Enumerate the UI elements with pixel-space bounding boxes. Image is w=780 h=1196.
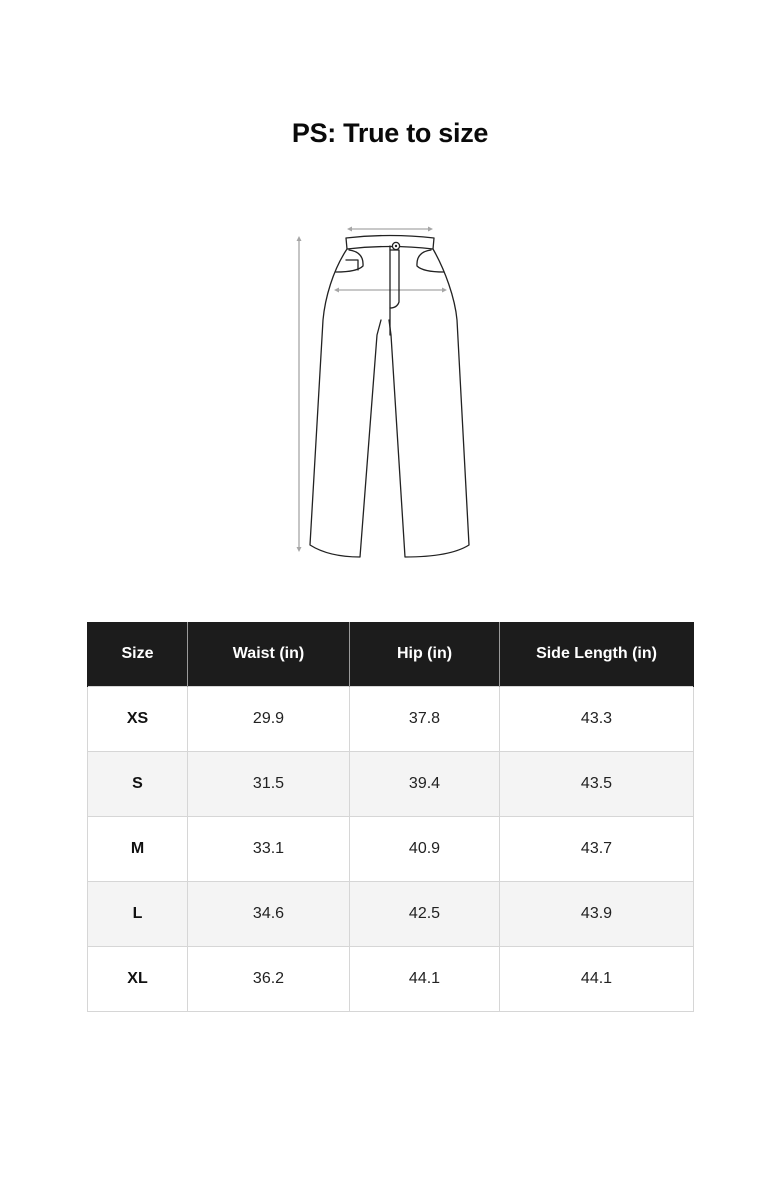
table-row [88,687,694,752]
hip-cell: 39.4 [350,752,500,817]
table-header-row [88,622,694,687]
waist-cell: 36.2 [188,947,350,1012]
size-cell: L [88,882,188,947]
size-cell: XS [88,687,188,752]
side-length-cell: 43.5 [500,752,694,817]
size-chart-table [87,622,694,1012]
header-size: Size [88,622,188,687]
page-title: PS: True to size [291,118,489,148]
table-row [88,752,694,817]
waist-cell: 34.6 [188,882,350,947]
table-row [88,947,694,1012]
waist-cell: 33.1 [188,817,350,882]
side-length-cell: 43.7 [500,817,694,882]
side-length-cell: 43.3 [500,687,694,752]
header-hip: Hip (in) [350,622,500,687]
waist-cell: 31.5 [188,752,350,817]
hip-cell: 44.1 [350,947,500,1012]
side-length-cell: 44.1 [500,947,694,1012]
waist-cell: 29.9 [188,687,350,752]
size-cell: M [88,817,188,882]
size-cell: S [88,752,188,817]
table-row [88,817,694,882]
hip-cell: 37.8 [350,687,500,752]
hip-cell: 40.9 [350,817,500,882]
size-cell: XL [88,947,188,1012]
hip-cell: 42.5 [350,882,500,947]
header-waist: Waist (in) [188,622,350,687]
side-length-cell: 43.9 [500,882,694,947]
header-side-length: Side Length (in) [500,622,694,687]
pants-measurement-icon [285,220,485,565]
table-row [88,882,694,947]
